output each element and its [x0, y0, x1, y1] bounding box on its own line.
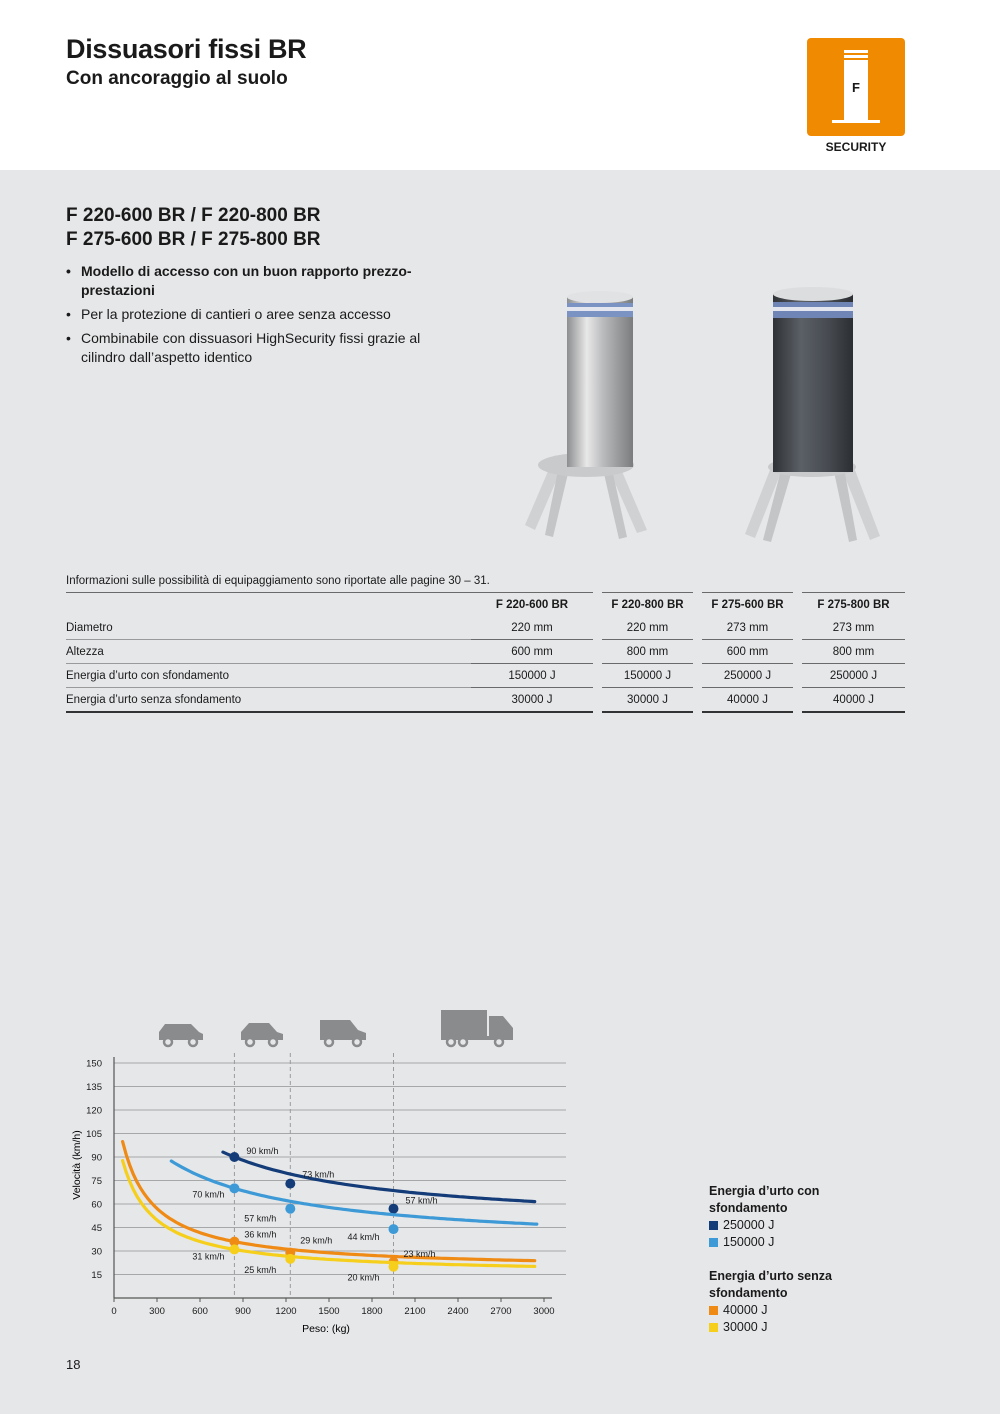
- data-label: 73 km/h: [302, 1169, 335, 1180]
- legend-swatch: [709, 1306, 718, 1315]
- data-label: 57 km/h: [244, 1213, 277, 1224]
- row-label: Diametro: [66, 616, 471, 640]
- table-cell: 150000 J: [471, 664, 593, 688]
- table-cell: 273 mm: [702, 616, 793, 640]
- small-car-icon: [159, 1024, 203, 1046]
- data-label: 25 km/h: [244, 1264, 277, 1275]
- x-tick-label: 300: [149, 1306, 165, 1317]
- data-label: 36 km/h: [244, 1229, 277, 1240]
- table-cell: 30000 J: [471, 688, 593, 713]
- x-tick-label: 1800: [361, 1306, 383, 1317]
- column-header: F 220-800 BR: [602, 593, 693, 617]
- data-point: [229, 1152, 239, 1162]
- equipment-note: Informazioni sulle possibilità di equipaggiamento sono riportate alle pagine 30 – 31.: [66, 575, 490, 587]
- legend-label: 30000 J: [723, 1320, 768, 1334]
- column-header: F 275-600 BR: [702, 593, 793, 617]
- truck-icon: [441, 1010, 513, 1046]
- y-tick-label: 45: [91, 1223, 102, 1234]
- row-label: Energia d’urto con sfondamento: [66, 664, 471, 688]
- table-cell: 800 mm: [802, 640, 905, 664]
- y-tick-label: 150: [86, 1058, 102, 1070]
- table-cell: 250000 J: [702, 664, 793, 688]
- table-cell: 600 mm: [702, 640, 793, 664]
- table-cell: 220 mm: [471, 616, 593, 640]
- y-tick-label: 120: [86, 1105, 102, 1117]
- row-label: Altezza: [66, 640, 471, 664]
- data-point: [229, 1183, 239, 1193]
- bollard-steel-image: [515, 285, 655, 545]
- legend-item: [709, 1302, 849, 1319]
- feature-list: [66, 262, 456, 372]
- x-tick-label: 1200: [275, 1306, 297, 1317]
- legend-swatch: [709, 1323, 718, 1332]
- legend-item: [709, 1319, 849, 1336]
- legend-group-title: Energia d’urto senza sfondamento: [709, 1269, 832, 1300]
- security-badge: [807, 38, 905, 136]
- legend-label: 40000 J: [723, 1303, 768, 1317]
- compact-car-icon: [241, 1023, 283, 1046]
- y-tick-label: 90: [91, 1152, 102, 1164]
- column-header: F 220-600 BR: [471, 593, 593, 617]
- x-tick-label: 2100: [404, 1306, 426, 1317]
- table-cell: 40000 J: [702, 688, 793, 713]
- x-tick-label: 2700: [490, 1306, 512, 1317]
- data-label: 20 km/h: [347, 1272, 380, 1283]
- data-point: [285, 1204, 295, 1214]
- legend-item: [709, 1217, 849, 1234]
- x-tick-label: 2400: [447, 1306, 469, 1317]
- feature-item: • Combinabile con dissuasori HighSecurity fissi grazie al cilindro dall’aspetto identico: [66, 329, 456, 367]
- x-axis-label: Peso: (kg): [302, 1323, 350, 1335]
- table-cell: 40000 J: [802, 688, 905, 713]
- y-axis-label: Velocità (km/h): [71, 1130, 83, 1200]
- data-label: 31 km/h: [192, 1251, 225, 1262]
- table-row: [66, 664, 905, 688]
- y-tick-label: 30: [91, 1246, 102, 1258]
- series-line-250000-J: [223, 1152, 535, 1202]
- table-header-row: [66, 593, 905, 617]
- table-row: [66, 640, 905, 664]
- data-label: 23 km/h: [403, 1248, 436, 1259]
- page-subtitle: Con ancoraggio al suolo: [66, 68, 288, 89]
- table-cell: 150000 J: [602, 664, 693, 688]
- page-header: [0, 0, 1000, 170]
- legend-swatch: [709, 1238, 718, 1247]
- data-label: 29 km/h: [300, 1235, 333, 1246]
- column-header: F 275-800 BR: [802, 593, 905, 617]
- impact-chart: [60, 1005, 580, 1345]
- data-point: [285, 1254, 295, 1264]
- data-label: 70 km/h: [192, 1189, 225, 1200]
- table-row: [66, 688, 905, 713]
- model-line-2: F 275-600 BR / F 275-800 BR: [66, 229, 321, 250]
- bollard-anthracite-image: [735, 282, 885, 544]
- model-list: [66, 204, 321, 252]
- feature-item: • Modello di accesso con un buon rapporto prezzo-prestazioni: [66, 262, 456, 300]
- table-cell: 273 mm: [802, 616, 905, 640]
- data-label: 90 km/h: [246, 1146, 279, 1156]
- van-icon: [320, 1020, 366, 1046]
- legend-swatch: [709, 1221, 718, 1230]
- x-tick-label: 900: [235, 1306, 251, 1317]
- page-number: 18: [66, 1357, 81, 1372]
- chart-series: [123, 1142, 537, 1283]
- chart-axes: [86, 1057, 554, 1317]
- data-point: [285, 1179, 295, 1189]
- legend-group-title: Energia d’urto con sfondamento: [709, 1184, 820, 1215]
- data-point: [229, 1244, 239, 1254]
- y-tick-label: 105: [86, 1129, 102, 1140]
- y-tick-label: 75: [91, 1176, 102, 1187]
- feature-item: • Per la protezione di cantieri o aree senza accesso: [66, 305, 456, 324]
- table-row: [66, 616, 905, 640]
- page-title: Dissuasori fissi BR: [66, 34, 307, 64]
- x-tick-label: 1500: [318, 1306, 340, 1317]
- y-tick-label: 135: [86, 1082, 102, 1093]
- table-cell: 600 mm: [471, 640, 593, 664]
- table-cell: 30000 J: [602, 688, 693, 713]
- data-point: [389, 1204, 399, 1214]
- chart-legend: [709, 1183, 849, 1336]
- legend-label: 250000 J: [723, 1218, 775, 1232]
- x-tick-label: 0: [111, 1306, 117, 1317]
- y-tick-label: 15: [91, 1270, 102, 1281]
- series-line-150000-J: [171, 1161, 537, 1224]
- table-cell: 250000 J: [802, 664, 905, 688]
- data-point: [389, 1224, 399, 1234]
- security-label: SECURITY: [825, 140, 887, 154]
- row-label: Energia d’urto senza sfondamento: [66, 688, 471, 713]
- model-line-1: F 220-600 BR / F 220-800 BR: [66, 205, 321, 226]
- data-point: [389, 1262, 399, 1272]
- legend-item: [709, 1234, 849, 1251]
- specs-table: [66, 592, 905, 713]
- table-cell: 220 mm: [602, 616, 693, 640]
- legend-label: 150000 J: [723, 1235, 775, 1249]
- y-tick-label: 60: [91, 1199, 102, 1211]
- bollard-icon: [807, 38, 905, 136]
- x-tick-label: 600: [192, 1306, 208, 1317]
- x-tick-label: 3000: [533, 1306, 555, 1317]
- data-label: 57 km/h: [405, 1195, 438, 1206]
- table-cell: 800 mm: [602, 640, 693, 664]
- badge-letter: F: [852, 80, 860, 95]
- data-label: 44 km/h: [347, 1232, 380, 1243]
